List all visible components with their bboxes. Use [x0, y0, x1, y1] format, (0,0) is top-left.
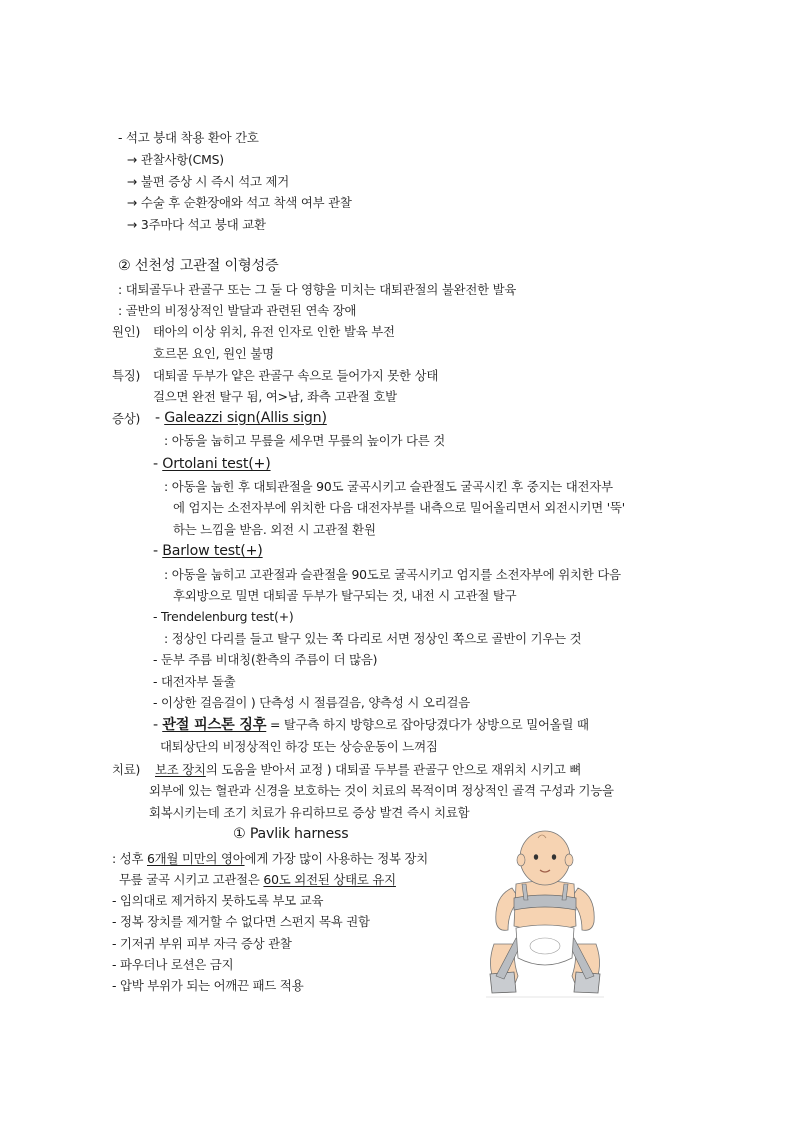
- symptom-label: 증상): [112, 411, 141, 426]
- treatment-line-2: 외부에 있는 혈관과 신경을 보호하는 것이 치료의 목적이며 정상적인 골격 구성과 기능을: [149, 783, 614, 798]
- pavlik-age-term: 6개월 미만의 영아: [147, 851, 245, 866]
- ddh-definition-2: : 골반의 비정상적인 발달과 관련된 연속 장애: [118, 303, 357, 318]
- trendelenburg-desc: : 정상인 다리를 들고 탈구 있는 쪽 다리로 서면 정상인 쪽으로 골반이 기우는 것: [164, 631, 582, 646]
- piston-sign-title: 관절 피스톤 징후: [162, 717, 267, 733]
- section-title-ddh: ② 선천성 고관절 이형성증: [118, 258, 279, 274]
- ddh-definition-1: : 대퇴골두나 관골구 또는 그 둘 다 영향을 미치는 대퇴관절의 불완전한 발육: [118, 282, 517, 297]
- piston-desc: 대퇴상단의 비정상적인 하강 또는 상승운동이 느껴짐: [160, 739, 438, 754]
- section-title-pavlik: ① Pavlik harness: [233, 826, 349, 842]
- barlow-test-title: Barlow test(+): [162, 543, 263, 559]
- treatment-line-1: 보조 장치의 도움을 받아서 교정 ) 대퇴골 두부를 관골구 안으로 재위치 시키고 뼈: [155, 762, 582, 777]
- pavlik-line-2: 무릎 굴곡 시키고 고관절은 60도 외전된 상태로 유지: [119, 872, 396, 887]
- treatment-line-3: 회복시키는데 조기 치료가 유리하므로 증상 발견 즉시 치료함: [149, 805, 470, 820]
- pavlik-angle-term: 60도 외전된 상태로 유지: [263, 872, 396, 887]
- ortolani-desc-1: : 아동을 눕힌 후 대퇴관절을 90도 굴곡시키고 슬관절도 굴곡시킨 후 중지는 대전자부: [164, 479, 613, 494]
- ortolani-desc-3: 하는 느낌을 받음. 외전 시 고관절 환원: [173, 522, 376, 537]
- cause-line-1: 태아의 이상 위치, 유전 인자로 인한 발육 부전: [153, 324, 395, 339]
- feature-line-1: 대퇴골 두부가 얕은 관골구 속으로 들어가지 못한 상태: [153, 368, 439, 383]
- pavlik-harness-illustration: [482, 826, 608, 1001]
- galeazzi-desc: : 아동을 눕히고 무릎을 세우면 무릎의 높이가 다른 것: [164, 433, 446, 448]
- barlow-desc-1: : 아동을 눕히고 고관절과 슬관절을 90도로 굴곡시키고 엄지를 소전자부에 위치한 다음: [164, 567, 621, 582]
- galeazzi-sign: - Galeazzi sign(Allis sign): [155, 410, 327, 426]
- cause-label: 원인): [112, 324, 141, 339]
- pavlik-item: - 압박 부위가 되는 어깨끈 패드 적용: [112, 978, 304, 993]
- assistive-device-term: 보조 장치: [155, 762, 206, 777]
- pavlik-item: - 기저귀 부위 피부 자극 증상 관찰: [112, 936, 292, 951]
- ortolani-desc-2: 에 엄지는 소전자부에 위치한 다음 대전자부를 내측으로 밀어올리면서 외전시키면 '뚝': [173, 500, 625, 515]
- feature-line-2: 걸으면 완전 탈구 됨, 여>남, 좌측 고관절 호발: [153, 389, 397, 404]
- infant-in-harness-image: [482, 826, 608, 1001]
- pavlik-line-1: : 성후 6개월 미만의 영아에게 가장 많이 사용하는 정복 장치: [112, 851, 429, 866]
- cast-care-heading: - 석고 붕대 착용 환아 간호: [118, 130, 259, 145]
- ortolani-test-title: Ortolani test(+): [162, 456, 271, 472]
- barlow-desc-2: 후외방으로 밀면 대퇴골 두부가 탈구되는 것, 내전 시 고관절 탈구: [173, 588, 517, 603]
- symptom-gait: - 이상한 걸음걸이 ) 단측성 시 절름걸음, 양측성 시 오리걸음: [153, 695, 470, 710]
- piston-sign: - 관절 피스톤 징후 = 탈구측 하지 방향으로 잡아당겼다가 상방으로 밀어올릴 때: [153, 717, 589, 733]
- cause-line-2: 호르몬 요인, 원인 불명: [153, 346, 274, 361]
- galeazzi-sign-title: Galeazzi sign(Allis sign): [164, 410, 327, 426]
- symptom-trochanter: - 대전자부 돌출: [153, 674, 236, 689]
- trendelenburg-test: - Trendelenburg test(+): [153, 609, 294, 624]
- cast-care-item: → 3주마다 석고 붕대 교환: [127, 217, 266, 232]
- feature-label: 특징): [112, 368, 141, 383]
- pavlik-item: - 파우더나 로션은 금지: [112, 957, 234, 972]
- ortolani-test: - Ortolani test(+): [153, 456, 271, 472]
- cast-care-item: → 수술 후 순환장애와 석고 착색 여부 관찰: [127, 195, 352, 210]
- cast-care-item: → 불편 증상 시 즉시 석고 제거: [127, 174, 290, 189]
- symptom-buttock-fold: - 둔부 주름 비대칭(환측의 주름이 더 많음): [153, 652, 378, 667]
- pavlik-item: - 정복 장치를 제거할 수 없다면 스펀지 목욕 권함: [112, 914, 370, 929]
- cast-care-item: → 관찰사항(CMS): [127, 152, 224, 167]
- barlow-test: - Barlow test(+): [153, 543, 263, 559]
- pavlik-item: - 임의대로 제거하지 못하도록 부모 교육: [112, 893, 324, 908]
- treatment-label: 치료): [112, 762, 141, 777]
